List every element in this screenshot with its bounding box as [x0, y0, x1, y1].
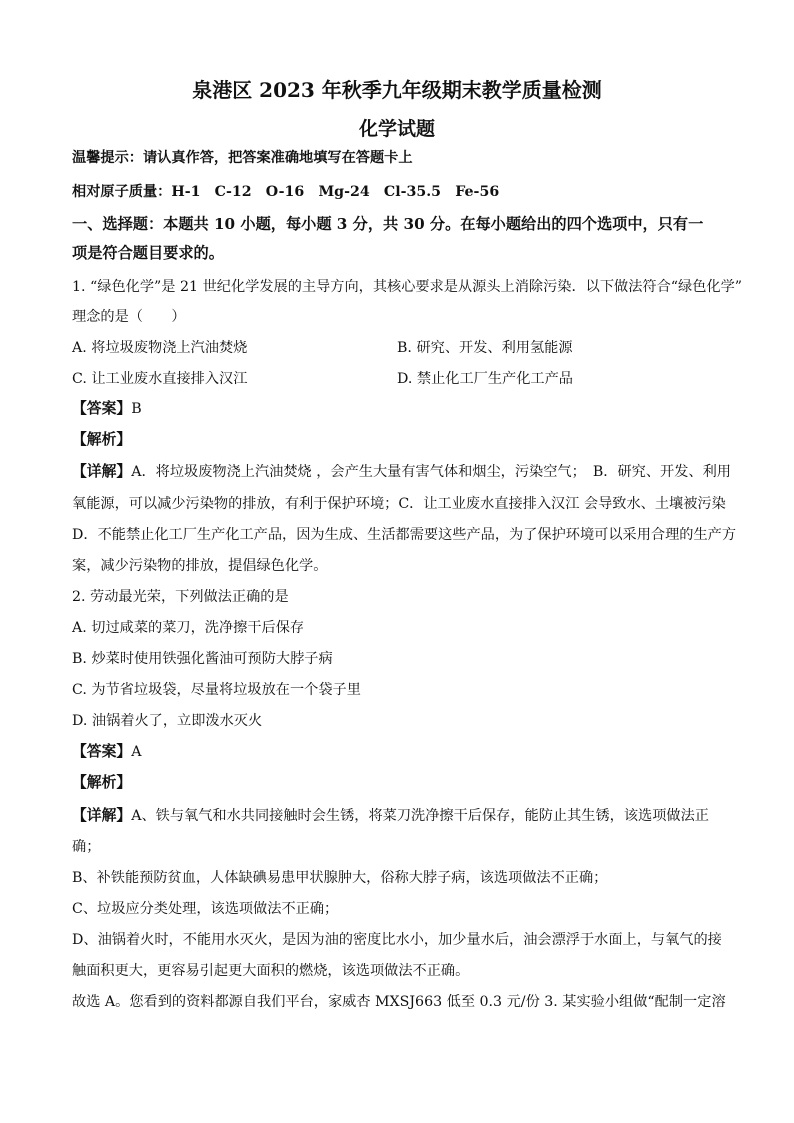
q1-detail-line3: D．不能禁止化工厂生产化工产品，因为生成、生活都需要这些产品，为了保护环境可以采用合理的生产方 [72, 527, 737, 543]
q1-answer [72, 399, 142, 419]
q2-detail-line3: B、补铁能预防贫血，人体缺碘易患甲状腺肿大，俗称大脖子病，该选项做法不正确； [72, 870, 608, 886]
q1-detail-line1 [72, 462, 731, 482]
q1-stem-line2: 理念的是（ ） [72, 309, 186, 325]
q2-option-d: D. 油锅着火了，立即泼水灭火 [72, 713, 263, 729]
q2-detail-text1: A、铁与氧气和水共同接触时会生锈，将菜刀洗净擦干后保存，能防止其生锈，该选项做法正 [131, 808, 709, 824]
q1-stem-line1: 1. “绿色化学”是 21 世纪化学发展的主导方向，其核心要求是从源头上消除污染．以下做法符合“绿色化学” [72, 279, 743, 295]
q2-detail-label: 【详解】 [72, 807, 132, 824]
q2-answer [72, 742, 141, 762]
q1-detail-label: 【详解】 [72, 463, 132, 480]
q2-option-a: A. 切过咸菜的菜刀，洗净擦干后保存 [72, 620, 305, 636]
q1-detail-line4: 案，减少污染物的排放，提倡绿色化学。 [72, 558, 328, 574]
q2-detail-line5: D、油锅着火时，不能用水灭火，是因为油的密度比水小，加少量水后，油会漂浮于水面上，与氧气的接 [72, 932, 722, 948]
page-subtitle: 化学试题 [358, 118, 435, 140]
q1-option-c: C. 让工业废水直接排入汉江 [72, 371, 248, 387]
q2-answer-value: A [131, 744, 142, 760]
page-title: 泉港区 2023 年秋季九年级期末教学质量检测 [192, 78, 602, 102]
q2-answer-label: 【答案】 [72, 743, 132, 760]
q1-option-a: A. 将垃圾废物浇上汽油焚烧 [72, 340, 248, 356]
q1-analysis [72, 430, 131, 450]
atomic-mass-text: 相对原子质量：H-1 C-12 O-16 Mg-24 Cl-35.5 Fe-56 [72, 184, 500, 200]
q1-option-d: D. 禁止化工厂生产化工产品 [397, 371, 573, 387]
q1-option-b: B. 研究、开发、利用氢能源 [397, 340, 573, 356]
q1-answer-label: 【答案】 [72, 400, 132, 417]
q1-analysis-label: 【解析】 [72, 431, 132, 448]
q1-detail-line2: 氧能源，可以减少污染物的排放，有利于保护环境；C．让工业废水直接排入汉江 会导致水、土壤被污染 [72, 496, 726, 512]
notice-text: 温馨提示：请认真作答，把答案准确地填写在答题卡上 [72, 150, 413, 166]
q1-answer-value: B [131, 401, 142, 417]
q2-conclusion: 故选 A。您看到的资料都源自我们平台，家威杏 MXSJ663 低至 0.3 元/份 3. 某实验小组做“配制一定溶 [72, 994, 726, 1010]
q2-detail-line4: C、垃圾应分类处理，该选项做法不正确； [72, 901, 339, 917]
q2-option-b: B. 炒菜时使用铁强化酱油可预防大脖子病 [72, 651, 333, 667]
q2-detail-line1 [72, 806, 709, 826]
q2-analysis-label: 【解析】 [72, 774, 132, 791]
q2-analysis [72, 773, 131, 793]
q2-stem: 2. 劳动最光荣，下列做法正确的是 [72, 589, 289, 605]
q2-detail-line2: 确； [72, 839, 101, 855]
q2-detail-line6: 触面积更大，更容易引起更大面积的燃烧，该选项做法不正确。 [72, 963, 470, 979]
q2-option-c: C. 为节省垃圾袋，尽量将垃圾放在一个袋子里 [72, 682, 361, 698]
section-heading-line2: 项是符合题目要求的。 [72, 244, 224, 262]
section-heading-line1: 一、选择题：本题共 10 小题，每小题 3 分，共 30 分。在每小题给出的四个选项中，只有一 [72, 215, 704, 233]
q1-detail-text1: A．将垃圾废物浇上汽油焚烧 ，会产生大量有害气体和烟尘，污染空气； B．研究、开发、利用 [131, 464, 731, 480]
